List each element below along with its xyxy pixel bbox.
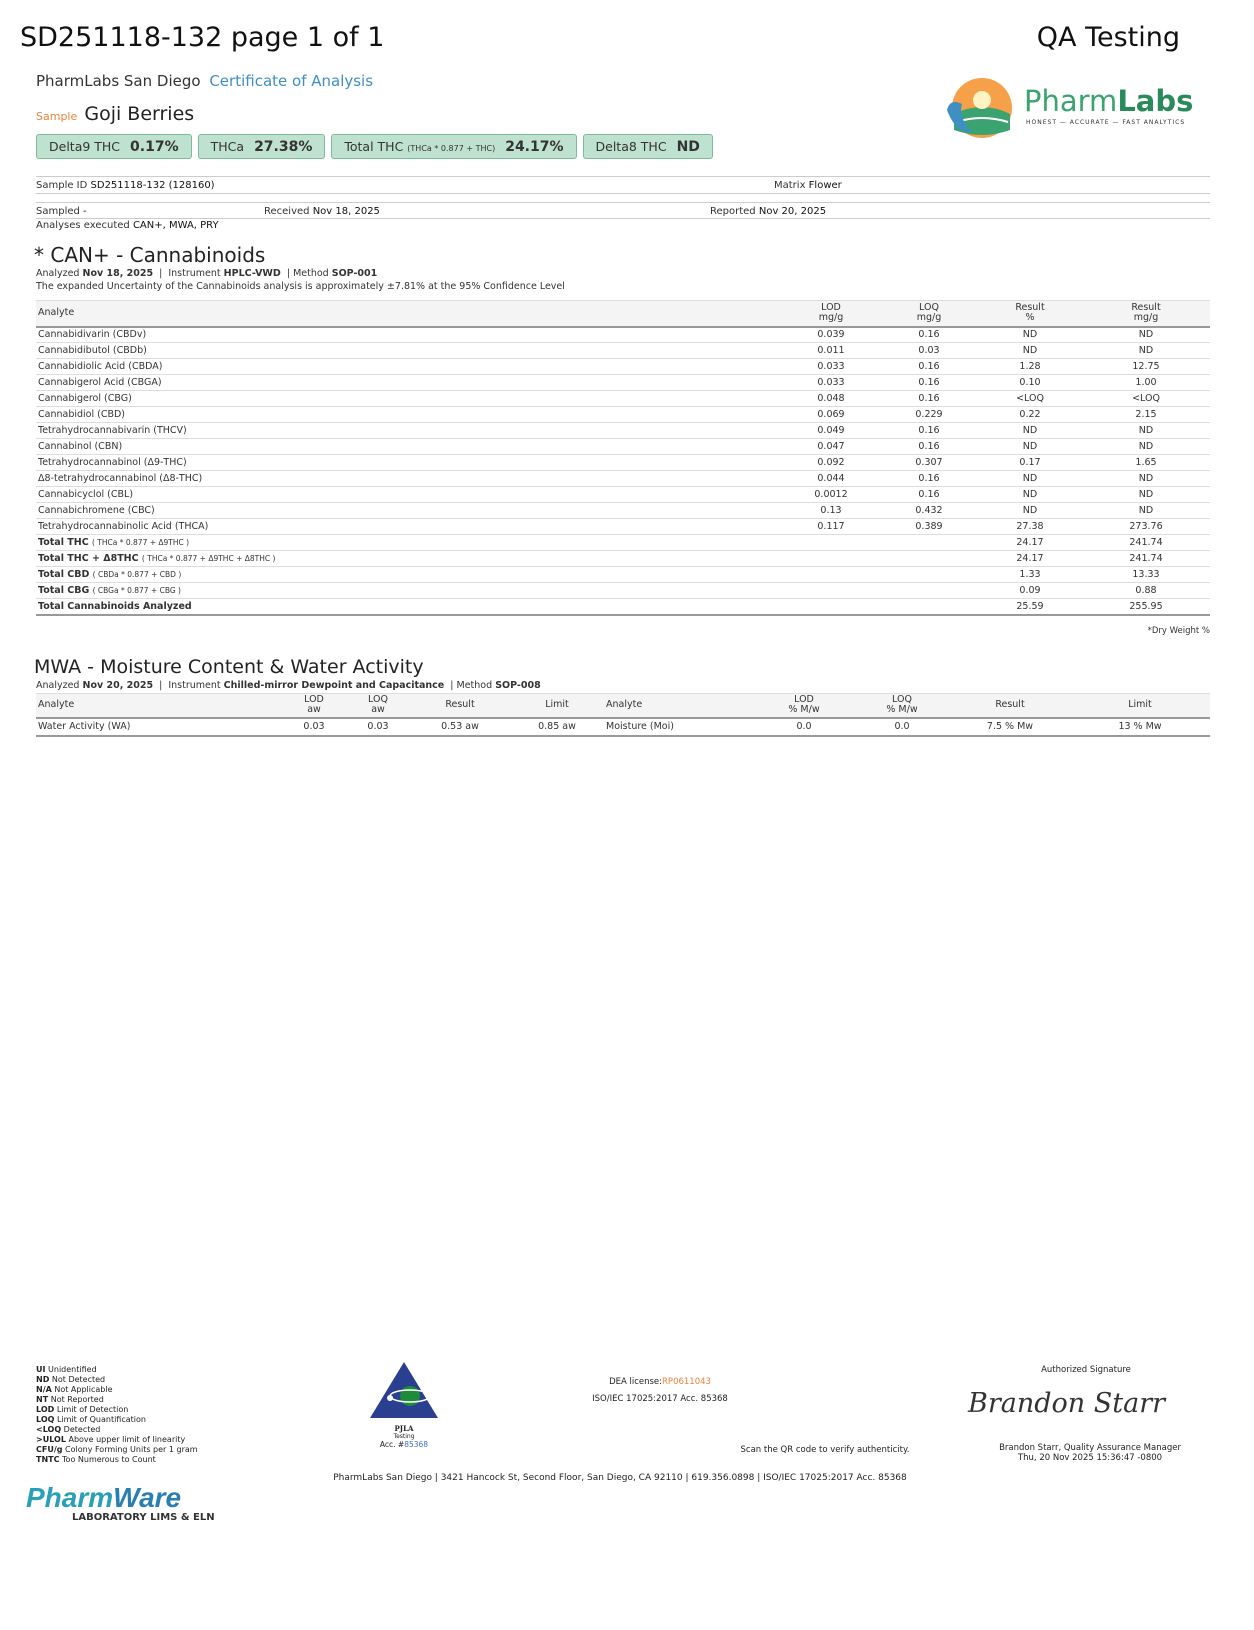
iso-accreditation: ISO/IEC 17025:2017 Acc. 85368 xyxy=(592,1394,728,1404)
pharmware-sub: LABORATORY LIMS & ELN xyxy=(72,1512,215,1523)
lab-title xyxy=(36,72,373,90)
col-result-pct: Result % xyxy=(978,301,1082,327)
divider xyxy=(36,218,1210,219)
badge-value: 24.17% xyxy=(505,138,564,155)
col-lod: LOD mg/g xyxy=(782,301,880,327)
dry-weight-note: *Dry Weight % xyxy=(1147,626,1210,636)
badge-label: THCa xyxy=(210,139,245,154)
logo-text: PharmLabs xyxy=(1024,84,1194,118)
can-analysis-info: Analyzed Nov 18, 2025 | Instrument HPLC-VWD | Method SOP-001 xyxy=(36,268,378,279)
badge-value: 27.38% xyxy=(254,138,313,155)
table-row: Cannabicyclol (CBL) 0.0012 0.16 ND ND xyxy=(36,487,1210,503)
table-header-row: Analyte LOD aw LOQ aw Result Limit Analyte LOD % M/w LOQ % M/w Result Limit xyxy=(36,694,1210,718)
sample-id: Sample ID SD251118-132 (128160) xyxy=(36,180,215,191)
table-row: Water Activity (WA) 0.03 0.03 0.53 aw 0.85 aw Moisture (Moi) 0.0 0.0 7.5 % Mw 13 % Mw xyxy=(36,718,1210,736)
pjla-name: PJLA xyxy=(394,1424,414,1433)
lab-address: PharmLabs San Diego | 3421 Hancock St, Second Floor, San Diego, CA 92110 | 619.356.0898 | ISO/IEC 17025:2017 Acc. 85368 xyxy=(333,1473,907,1483)
table-row: Cannabidibutol (CBDb) 0.011 0.03 ND ND xyxy=(36,343,1210,359)
uncertainty-note: The expanded Uncertainty of the Cannabinoids analysis is approximately ±7.81% at the 95% Confidence Level xyxy=(36,281,565,292)
abbreviation-legend xyxy=(36,1365,198,1465)
table-row: Δ8-tetrahydrocannabinol (Δ8-THC) 0.044 0.16 ND ND xyxy=(36,471,1210,487)
table-row: Cannabidiolic Acid (CBDA) 0.033 0.16 1.28 12.75 xyxy=(36,359,1210,375)
lab-name: PharmLabs San Diego xyxy=(36,72,201,90)
legend-item: LOD Limit of Detection xyxy=(36,1405,129,1414)
analyses-executed: Analyses executed CAN+, MWA, PRY xyxy=(36,220,219,231)
table-row: Tetrahydrocannabivarin (THCV) 0.049 0.16 ND ND xyxy=(36,423,1210,439)
badge-value: ND xyxy=(676,138,700,155)
dea-license: DEA license:RP0611043 xyxy=(609,1377,711,1387)
sample-label: Sample xyxy=(36,110,78,123)
legend-item: LOQ Limit of Quantification xyxy=(36,1415,146,1424)
pharmware-wordmark: PharmWare xyxy=(26,1482,182,1513)
table-row: Tetrahydrocannabinolic Acid (THCA) 0.117 0.389 27.38 273.76 xyxy=(36,519,1210,535)
badge-formula: (THCa * 0.877 + THC) xyxy=(407,144,496,153)
legend-item: TNTC Too Numerous to Count xyxy=(36,1455,156,1464)
sampled-date: Sampled - xyxy=(36,206,87,217)
col-loq: LOQ mg/g xyxy=(880,301,978,327)
report-id-header: SD251118-132 page 1 of 1 xyxy=(20,22,385,53)
reported-date: Reported Nov 20, 2025 xyxy=(710,206,827,217)
legend-item: CFU/g Colony Forming Units per 1 gram xyxy=(36,1445,198,1454)
badge-delta9-thc xyxy=(36,134,192,159)
divider xyxy=(36,193,1210,194)
total-row: Total CBD ( CBDa * 0.877 + CBD ) 1.33 13.33 xyxy=(36,567,1210,583)
total-row: Total THC + Δ8THC ( THCa * 0.877 + Δ9THC + Δ8THC ) 24.17 241.74 xyxy=(36,551,1210,567)
col-analyte: Analyte xyxy=(36,301,782,327)
legend-item: ND Not Detected xyxy=(36,1375,106,1384)
moisture-table xyxy=(36,693,1210,737)
table-row: Tetrahydrocannabinol (Δ9-THC) 0.092 0.307 0.17 1.65 xyxy=(36,455,1210,471)
badge-value: 0.17% xyxy=(130,138,179,155)
can-section-title: * CAN+ - Cannabinoids xyxy=(34,243,266,267)
sample-title xyxy=(36,103,194,125)
matrix: Matrix Flower xyxy=(774,180,842,191)
badge-label: Total THC (THCa * 0.877 + THC) xyxy=(344,139,496,154)
legend-item: <LOQ Detected xyxy=(36,1425,101,1434)
pjla-sub: Testing xyxy=(393,1433,415,1440)
badge-total-thc xyxy=(331,134,576,159)
table-row: Cannabigerol (CBG) 0.048 0.16 <LOQ <LOQ xyxy=(36,391,1210,407)
signature-image: Brandon Starr xyxy=(968,1388,1166,1419)
document-type: Certificate of Analysis xyxy=(209,72,374,90)
pjla-acc: Acc. #85368 xyxy=(379,1440,429,1449)
legend-item: NT Not Reported xyxy=(36,1395,104,1404)
table-row: Cannabidiol (CBD) 0.069 0.229 0.22 2.15 xyxy=(36,407,1210,423)
table-row: Cannabichromene (CBC) 0.13 0.432 ND ND xyxy=(36,503,1210,519)
badge-label: Delta9 THC xyxy=(49,139,121,154)
legend-item: >ULOL Above upper limit of linearity xyxy=(36,1435,186,1444)
sample-name: Goji Berries xyxy=(84,103,195,125)
signatory: Brandon Starr, Quality Assurance Manager Thu, 20 Nov 2025 15:36:47 -0800 xyxy=(999,1443,1181,1463)
mwa-section-title: MWA - Moisture Content & Water Activity xyxy=(34,656,424,678)
badge-delta8-thc xyxy=(583,134,713,159)
pjla-triangle-icon xyxy=(368,1360,440,1420)
table-row: Cannabidivarin (CBDv) 0.039 0.16 ND ND xyxy=(36,327,1210,343)
mwa-analysis-info: Analyzed Nov 20, 2025 | Instrument Chilled-mirror Dewpoint and Capacitance | Method SOP-008 xyxy=(36,680,541,691)
table-row: Cannabigerol Acid (CBGA) 0.033 0.16 0.10 1.00 xyxy=(36,375,1210,391)
logo-sun-icon xyxy=(942,70,1022,142)
divider xyxy=(36,176,1210,177)
cannabinoids-table xyxy=(36,300,1210,616)
table-header-row xyxy=(36,301,1210,327)
total-row: Total CBG ( CBGa * 0.877 + CBG ) 0.09 0.88 xyxy=(36,583,1210,599)
logo-tagline: HONEST — ACCURATE — FAST ANALYTICS xyxy=(1026,119,1186,126)
col-result-mg: Result mg/g xyxy=(1082,301,1210,327)
total-row: Total Cannabinoids Analyzed 25.59 255.95 xyxy=(36,599,1210,615)
qr-note: Scan the QR code to verify authenticity. xyxy=(740,1445,910,1455)
legend-item: N/A Not Applicable xyxy=(36,1385,113,1394)
authorized-signature-label: Authorized Signature xyxy=(1041,1365,1131,1375)
legend-item: UI Unidentified xyxy=(36,1365,97,1374)
pjla-accreditation xyxy=(366,1360,442,1449)
pharmware-logo xyxy=(26,1482,215,1523)
table-row: Cannabinol (CBN) 0.047 0.16 ND ND xyxy=(36,439,1210,455)
total-row: Total THC ( THCa * 0.877 + Δ9THC ) 24.17 241.74 xyxy=(36,535,1210,551)
summary-badges xyxy=(36,134,713,159)
pharmlabs-logo xyxy=(942,70,1212,142)
badge-thca xyxy=(198,134,326,159)
received-date: Received Nov 18, 2025 xyxy=(264,206,380,217)
divider xyxy=(36,202,1210,203)
report-type-header: QA Testing xyxy=(1036,22,1180,53)
badge-label: Delta8 THC xyxy=(595,139,667,154)
